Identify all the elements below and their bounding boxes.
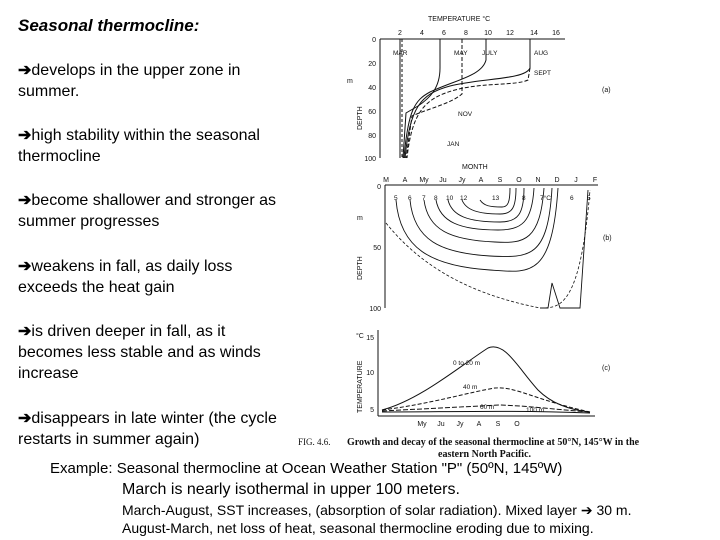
figure-caption-line1: Growth and decay of the seasonal thermocline at 50°N, 145°W in the: [347, 437, 640, 448]
month-tick: My: [419, 177, 429, 184]
isotherm-label: 8: [434, 195, 438, 202]
depth-tick: 40: [368, 85, 376, 92]
panel-c: [356, 330, 610, 428]
panel-c-axis-title: TEMPERATURE: [357, 360, 364, 413]
bullet-disappears: [18, 408, 288, 450]
bullet-text: is driven deeper in fall, as it becomes less stable and as winds increase: [18, 323, 261, 382]
isotherm-label: 6: [408, 195, 412, 202]
depth-tick: 80: [368, 133, 376, 140]
month-tick: O: [514, 421, 520, 428]
isotherm-12: [462, 188, 516, 214]
month-tick: Ju: [437, 421, 445, 428]
month-tick: My: [417, 421, 427, 428]
depth-tick: 100: [364, 156, 376, 163]
curve-label-jan: JAN: [447, 141, 460, 148]
isotherm-label: 7°C: [540, 195, 551, 202]
month-tick: N: [535, 177, 541, 184]
arrow-icon: ➔: [18, 127, 32, 144]
isotherm-label: 13: [492, 195, 500, 202]
curve-label-mar: MAR: [393, 50, 408, 57]
panel-a: [347, 15, 611, 163]
x-tick: 16: [552, 30, 560, 37]
panel-c-tag: (c): [602, 365, 611, 372]
curve-label-aug: AUG: [534, 50, 549, 57]
depth-tick: 0: [377, 184, 381, 191]
month-tick: A: [476, 421, 482, 428]
example-august-march: August-March, net loss of heat, seasonal thermocline eroding due to mixing.: [122, 520, 594, 536]
temp-tick: 10: [366, 370, 374, 377]
month-tick: J: [574, 177, 578, 184]
depth-tick: 60: [368, 109, 376, 116]
isotherm-label: 5: [394, 195, 398, 202]
depth-tick: 100: [369, 306, 381, 313]
panel-a-tag: (a): [602, 87, 611, 94]
curve-label-100m: 100 m: [526, 407, 545, 414]
bullet-text: weakens in fall, as daily loss exceeds the heat gain: [18, 258, 233, 296]
panel-b-tag: (b): [603, 235, 612, 242]
panel-c-unit: °C: [356, 333, 364, 340]
panel-b-unit: m: [357, 215, 363, 222]
month-tick: M: [383, 177, 389, 184]
isotherm-6: [410, 188, 552, 257]
bullet-text: develops in the upper zone in summer.: [18, 62, 241, 100]
month-tick: S: [497, 177, 503, 184]
month-tick: A: [402, 177, 408, 184]
bullet-shallower: [18, 190, 288, 232]
month-tick: O: [516, 177, 522, 184]
isotherm-label: 12: [460, 195, 468, 202]
isotherm-label: 8: [522, 195, 526, 202]
bullet-deeper: [18, 321, 288, 384]
x-tick: 14: [530, 30, 538, 37]
curve-label-july: JULY: [482, 50, 498, 57]
isotherm-label: 6: [570, 195, 574, 202]
panel-b: [357, 164, 612, 313]
example-line: Example: Seasonal thermocline at Ocean Weather Station "P" (50ºN, 145ºW): [50, 460, 563, 477]
curve-label-sept: SEPT: [534, 70, 551, 77]
curve-label-0-20m: 0 to 20 m: [453, 360, 481, 367]
curve-label-40m: 40 m: [463, 384, 478, 391]
isotherm-label: 7: [422, 195, 426, 202]
thermocline-figure: [290, 8, 715, 458]
isotherm-label: 5: [587, 195, 591, 202]
example-march-august: March-August, SST increases, (absorption of solar radiation). Mixed layer ➔ 30 m.: [122, 502, 632, 518]
panel-b-axis-title: MONTH: [462, 164, 488, 171]
month-tick: Ju: [439, 177, 447, 184]
panel-a-depth-label: DEPTH: [357, 106, 364, 130]
panel-a-unit: m: [347, 78, 353, 85]
mixed-layer-depth: [386, 190, 590, 308]
depth-tick: 20: [368, 61, 376, 68]
temp-tick: 5: [370, 407, 374, 414]
month-tick: A: [478, 177, 484, 184]
curve-label-nov: NOV: [458, 111, 473, 118]
panel-b-depth-label: DEPTH: [357, 256, 364, 280]
temp-tick: 15: [366, 335, 374, 342]
arrow-icon: ➔: [18, 192, 32, 209]
x-tick: 6: [442, 30, 446, 37]
depth-tick: 50: [373, 245, 381, 252]
bullet-text: high stability within the seasonal thermocline: [18, 127, 260, 165]
arrow-icon: ➔: [18, 258, 32, 275]
temp-0-20m-curve: [382, 347, 590, 412]
slide-title: Seasonal thermocline:: [18, 16, 200, 35]
curve-label-may: MAY: [454, 50, 468, 57]
x-tick: 10: [484, 30, 492, 37]
month-tick: S: [495, 421, 501, 428]
bullet-weakens: [18, 256, 288, 298]
month-tick: Jy: [458, 177, 466, 184]
example-march: March is nearly isothermal in upper 100 meters.: [122, 481, 460, 498]
arrow-icon: ➔: [18, 410, 32, 427]
x-tick: 8: [464, 30, 468, 37]
figure-caption-label: FIG. 4.6.: [298, 437, 331, 447]
month-tick: F: [592, 177, 598, 184]
depth-tick: 0: [372, 37, 376, 44]
bullet-text: disappears in late winter (the cycle restarts in summer again): [18, 410, 277, 448]
panel-a-axis-title: TEMPERATURE °C: [428, 16, 491, 23]
arrow-icon: ➔: [18, 323, 32, 340]
isotherm-7: [424, 188, 544, 242]
july-curve: [404, 39, 486, 158]
bullet-develops: [18, 60, 288, 102]
figure-caption-line2: eastern North Pacific.: [438, 449, 532, 458]
x-tick: 4: [420, 30, 424, 37]
month-tick: Jy: [456, 421, 464, 428]
x-tick: 12: [506, 30, 514, 37]
bullet-text: become shallower and stronger as summer progresses: [18, 192, 276, 230]
curve-label-60m: 60 m: [480, 404, 495, 411]
month-tick: D: [554, 177, 560, 184]
temp-100m-curve: [382, 411, 590, 413]
x-tick: 2: [398, 30, 402, 37]
bullet-stability: [18, 125, 288, 167]
isotherm-label: 10: [446, 195, 454, 202]
arrow-icon: ➔: [18, 62, 32, 79]
